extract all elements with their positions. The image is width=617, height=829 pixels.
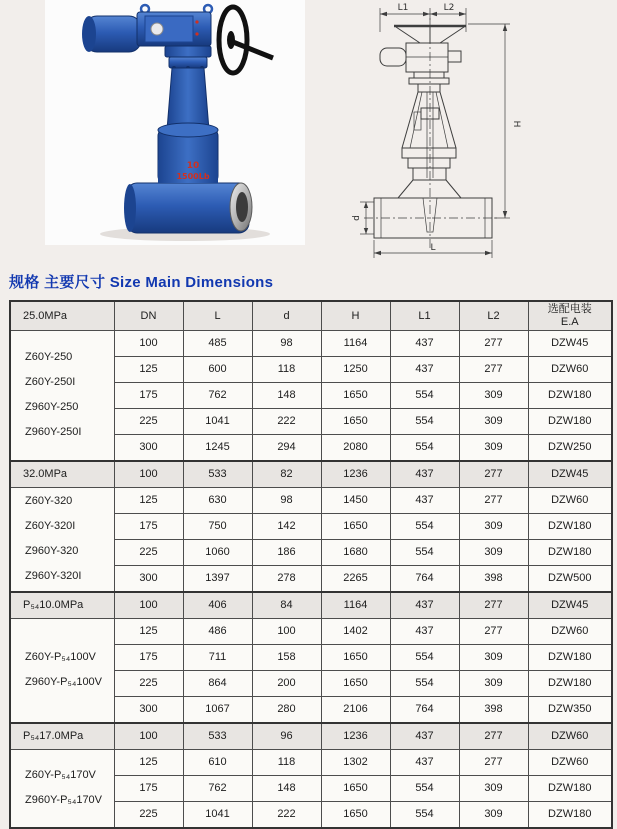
- cell-dn: 100: [114, 330, 183, 356]
- header-cell: DN: [114, 301, 183, 330]
- cell-h: 1450: [321, 487, 390, 513]
- yoke-column: [167, 68, 209, 130]
- cell-l2: 309: [459, 670, 528, 696]
- page-title: 规格 主要尺寸 Size Main Dimensions: [9, 274, 274, 291]
- cell-l1: 554: [390, 434, 459, 461]
- cell-l1: 764: [390, 565, 459, 592]
- model-cell: [10, 487, 114, 592]
- section-pressure-cell: 32.0MPa: [10, 461, 114, 488]
- cell-dn: 125: [114, 356, 183, 382]
- actuator-outline: [406, 43, 448, 72]
- cell-ea: DZW60: [528, 749, 612, 775]
- cell-l1: 554: [390, 801, 459, 828]
- cell-h: 1650: [321, 670, 390, 696]
- cell-d: 118: [252, 749, 321, 775]
- cell-ea: DZW250: [528, 434, 612, 461]
- table-container: [9, 300, 611, 829]
- cell-l1: 554: [390, 644, 459, 670]
- cell-l2: 309: [459, 644, 528, 670]
- motor-end-cap: [82, 16, 96, 52]
- cell-l: 1060: [183, 539, 252, 565]
- cell-d: 100: [252, 618, 321, 644]
- valve-drawing-image: [338, 0, 617, 268]
- handwheel-hub: [227, 31, 235, 49]
- header-cell: L: [183, 301, 252, 330]
- valve-photo-image: [45, 0, 305, 245]
- dimensions-table: [9, 300, 613, 829]
- cell-dn: 100: [114, 592, 183, 619]
- ea-label-line1: 选配电装: [547, 302, 592, 315]
- cell-d: 280: [252, 696, 321, 723]
- section-pressure-cell: P₅₄10.0MPa: [10, 592, 114, 619]
- cell-l2: 277: [459, 461, 528, 488]
- cell-ea: DZW45: [528, 330, 612, 356]
- pipe-left-end: [124, 184, 136, 232]
- cell-ea: DZW180: [528, 539, 612, 565]
- cell-l: 711: [183, 644, 252, 670]
- cell-d: 278: [252, 565, 321, 592]
- flange: [414, 72, 444, 78]
- dim-label-l: L: [430, 243, 436, 253]
- cell-dn: 175: [114, 775, 183, 801]
- cell-dn: 100: [114, 461, 183, 488]
- bonnet-outline: [408, 158, 450, 168]
- ea-label-line2: E.A: [560, 315, 579, 328]
- cell-ea: DZW180: [528, 670, 612, 696]
- table-body: [10, 330, 612, 828]
- cell-l2: 309: [459, 382, 528, 408]
- cell-l: 1397: [183, 565, 252, 592]
- model-cell: [10, 749, 114, 828]
- model-name: Z960Y-P₅₄100V: [25, 676, 103, 688]
- weld-bore: [236, 192, 248, 222]
- cell-l: 533: [183, 461, 252, 488]
- section-divider-row: [10, 461, 612, 488]
- model-name: Z60Y-P₅₄100V: [25, 651, 96, 663]
- model-cell: [10, 330, 114, 461]
- indicator-dot: [195, 20, 198, 23]
- cell-h: 2265: [321, 565, 390, 592]
- cell-l2: 277: [459, 487, 528, 513]
- cell-h: 2106: [321, 696, 390, 723]
- yoke-leg: [440, 92, 456, 148]
- cell-h: 1650: [321, 801, 390, 828]
- header-cell: L1: [390, 301, 459, 330]
- cell-dn: 125: [114, 618, 183, 644]
- cell-l: 630: [183, 487, 252, 513]
- cell-l2: 309: [459, 539, 528, 565]
- cell-l1: 554: [390, 670, 459, 696]
- cell-ea: DZW180: [528, 408, 612, 434]
- cell-l2: 309: [459, 801, 528, 828]
- body-flare: [398, 180, 461, 198]
- cell-l2: 277: [459, 723, 528, 750]
- cell-d: 294: [252, 434, 321, 461]
- section-divider-row: [10, 592, 612, 619]
- yoke-leg: [402, 92, 418, 148]
- cell-dn: 125: [114, 749, 183, 775]
- cell-l: 600: [183, 356, 252, 382]
- cell-l2: 398: [459, 565, 528, 592]
- model-name: Z960Y-320I: [25, 570, 82, 582]
- dim-label-h: H: [511, 120, 521, 128]
- cell-ea: DZW180: [528, 513, 612, 539]
- header-cell: d: [252, 301, 321, 330]
- cell-l: 750: [183, 513, 252, 539]
- side-knob-outline: [448, 51, 461, 62]
- cell-d: 98: [252, 487, 321, 513]
- gland-flange: [402, 148, 456, 158]
- handwheel-spoke: [440, 27, 464, 43]
- cell-h: 1650: [321, 513, 390, 539]
- indicator-dot: [195, 32, 198, 35]
- cell-ea: DZW180: [528, 775, 612, 801]
- body-neck-outline: [413, 168, 446, 180]
- header-pressure-cell: 25.0MPa: [10, 301, 114, 330]
- cell-h: 1302: [321, 749, 390, 775]
- cell-l: 486: [183, 618, 252, 644]
- model-name: Z960Y-P₅₄170V: [25, 794, 103, 806]
- cell-l: 762: [183, 382, 252, 408]
- cell-dn: 125: [114, 487, 183, 513]
- dim-label-l1: L1: [397, 3, 409, 13]
- cell-d: 82: [252, 461, 321, 488]
- dim-label-d: d: [352, 215, 362, 221]
- cell-dn: 175: [114, 644, 183, 670]
- model-name: Z60Y-320I: [25, 520, 76, 532]
- cell-h: 1650: [321, 775, 390, 801]
- cell-h: 1164: [321, 592, 390, 619]
- cell-dn: 300: [114, 434, 183, 461]
- cell-ea: DZW180: [528, 801, 612, 828]
- cell-h: 1680: [321, 539, 390, 565]
- table-row: [10, 749, 612, 775]
- cell-dn: 175: [114, 513, 183, 539]
- cell-d: 186: [252, 539, 321, 565]
- table-head: [10, 301, 612, 330]
- cell-l: 485: [183, 330, 252, 356]
- cell-l: 406: [183, 592, 252, 619]
- cell-d: 96: [252, 723, 321, 750]
- section-divider-row: [10, 723, 612, 750]
- dim-label-l2: L2: [443, 3, 455, 13]
- cell-d: 118: [252, 356, 321, 382]
- motor-outline: [380, 48, 406, 66]
- cell-d: 148: [252, 382, 321, 408]
- cell-h: 1402: [321, 618, 390, 644]
- cell-l1: 554: [390, 408, 459, 434]
- model-name: Z60Y-320: [25, 495, 73, 507]
- cell-l: 864: [183, 670, 252, 696]
- cell-ea: DZW60: [528, 723, 612, 750]
- cell-l2: 309: [459, 775, 528, 801]
- cell-h: 1250: [321, 356, 390, 382]
- model-name: Z60Y-250I: [25, 376, 76, 388]
- flange: [418, 84, 440, 92]
- cell-ea: DZW60: [528, 487, 612, 513]
- cell-d: 158: [252, 644, 321, 670]
- cell-dn: 225: [114, 801, 183, 828]
- cell-ea: DZW60: [528, 356, 612, 382]
- cell-d: 142: [252, 513, 321, 539]
- cell-ea: DZW45: [528, 592, 612, 619]
- cell-l: 533: [183, 723, 252, 750]
- valve-photo: [45, 0, 305, 245]
- body-marking-line1: 10: [186, 161, 200, 171]
- cell-h: 2080: [321, 434, 390, 461]
- body-marking-line2: 1500Lb: [176, 172, 210, 181]
- cell-dn: 175: [114, 382, 183, 408]
- handwheel-spoke: [396, 27, 420, 43]
- model-name: Z960Y-250: [25, 401, 79, 413]
- cell-l1: 437: [390, 356, 459, 382]
- cell-h: 1650: [321, 644, 390, 670]
- cell-dn: 225: [114, 670, 183, 696]
- cell-l2: 277: [459, 592, 528, 619]
- cell-l1: 437: [390, 618, 459, 644]
- cell-d: 98: [252, 330, 321, 356]
- cell-l: 610: [183, 749, 252, 775]
- cell-l2: 277: [459, 330, 528, 356]
- bonnet-top: [158, 123, 218, 137]
- cell-l: 762: [183, 775, 252, 801]
- cell-ea: DZW45: [528, 461, 612, 488]
- section-pressure-cell: P₅₄17.0MPa: [10, 723, 114, 750]
- cell-l1: 437: [390, 723, 459, 750]
- cell-l2: 277: [459, 356, 528, 382]
- cell-l1: 554: [390, 513, 459, 539]
- cell-d: 84: [252, 592, 321, 619]
- cell-d: 222: [252, 408, 321, 434]
- header-ea-cell: [528, 301, 612, 330]
- cell-h: 1164: [321, 330, 390, 356]
- header-cell: L2: [459, 301, 528, 330]
- top-flange: [165, 46, 211, 57]
- cell-l: 1041: [183, 801, 252, 828]
- cell-l1: 437: [390, 487, 459, 513]
- model-cell: [10, 618, 114, 723]
- flange: [409, 78, 449, 84]
- cell-l2: 309: [459, 408, 528, 434]
- header-cell: H: [321, 301, 390, 330]
- cell-l1: 764: [390, 696, 459, 723]
- cell-dn: 100: [114, 723, 183, 750]
- table-row: [10, 618, 612, 644]
- cell-l: 1041: [183, 408, 252, 434]
- cell-l1: 437: [390, 592, 459, 619]
- cell-dn: 225: [114, 408, 183, 434]
- actuator-dial: [151, 23, 163, 35]
- cell-l2: 277: [459, 618, 528, 644]
- cell-dn: 225: [114, 539, 183, 565]
- cell-l2: 277: [459, 749, 528, 775]
- cell-ea: DZW180: [528, 382, 612, 408]
- cell-d: 222: [252, 801, 321, 828]
- cell-h: 1236: [321, 723, 390, 750]
- cell-l2: 309: [459, 513, 528, 539]
- cell-l2: 309: [459, 434, 528, 461]
- model-name: Z960Y-320: [25, 545, 79, 557]
- model-name: Z60Y-P₅₄170V: [25, 769, 96, 781]
- cell-l1: 554: [390, 382, 459, 408]
- model-name: Z60Y-250: [25, 351, 73, 363]
- cell-l1: 554: [390, 539, 459, 565]
- cell-dn: 300: [114, 565, 183, 592]
- cell-ea: DZW180: [528, 644, 612, 670]
- valve-drawing: [338, 0, 617, 268]
- cell-l2: 398: [459, 696, 528, 723]
- cell-ea: DZW350: [528, 696, 612, 723]
- cell-l1: 437: [390, 461, 459, 488]
- table-row: [10, 330, 612, 356]
- cell-l: 1245: [183, 434, 252, 461]
- cell-h: 1650: [321, 382, 390, 408]
- cell-d: 200: [252, 670, 321, 696]
- cell-ea: DZW60: [528, 618, 612, 644]
- header-row: [10, 301, 612, 330]
- cell-l: 1067: [183, 696, 252, 723]
- cell-l1: 554: [390, 775, 459, 801]
- table-row: [10, 487, 612, 513]
- cell-l1: 437: [390, 749, 459, 775]
- cell-d: 148: [252, 775, 321, 801]
- cell-ea: DZW500: [528, 565, 612, 592]
- cell-dn: 300: [114, 696, 183, 723]
- cell-l1: 437: [390, 330, 459, 356]
- cell-h: 1650: [321, 408, 390, 434]
- model-name: Z960Y-250I: [25, 426, 82, 438]
- cell-h: 1236: [321, 461, 390, 488]
- limit-switch: [414, 112, 421, 130]
